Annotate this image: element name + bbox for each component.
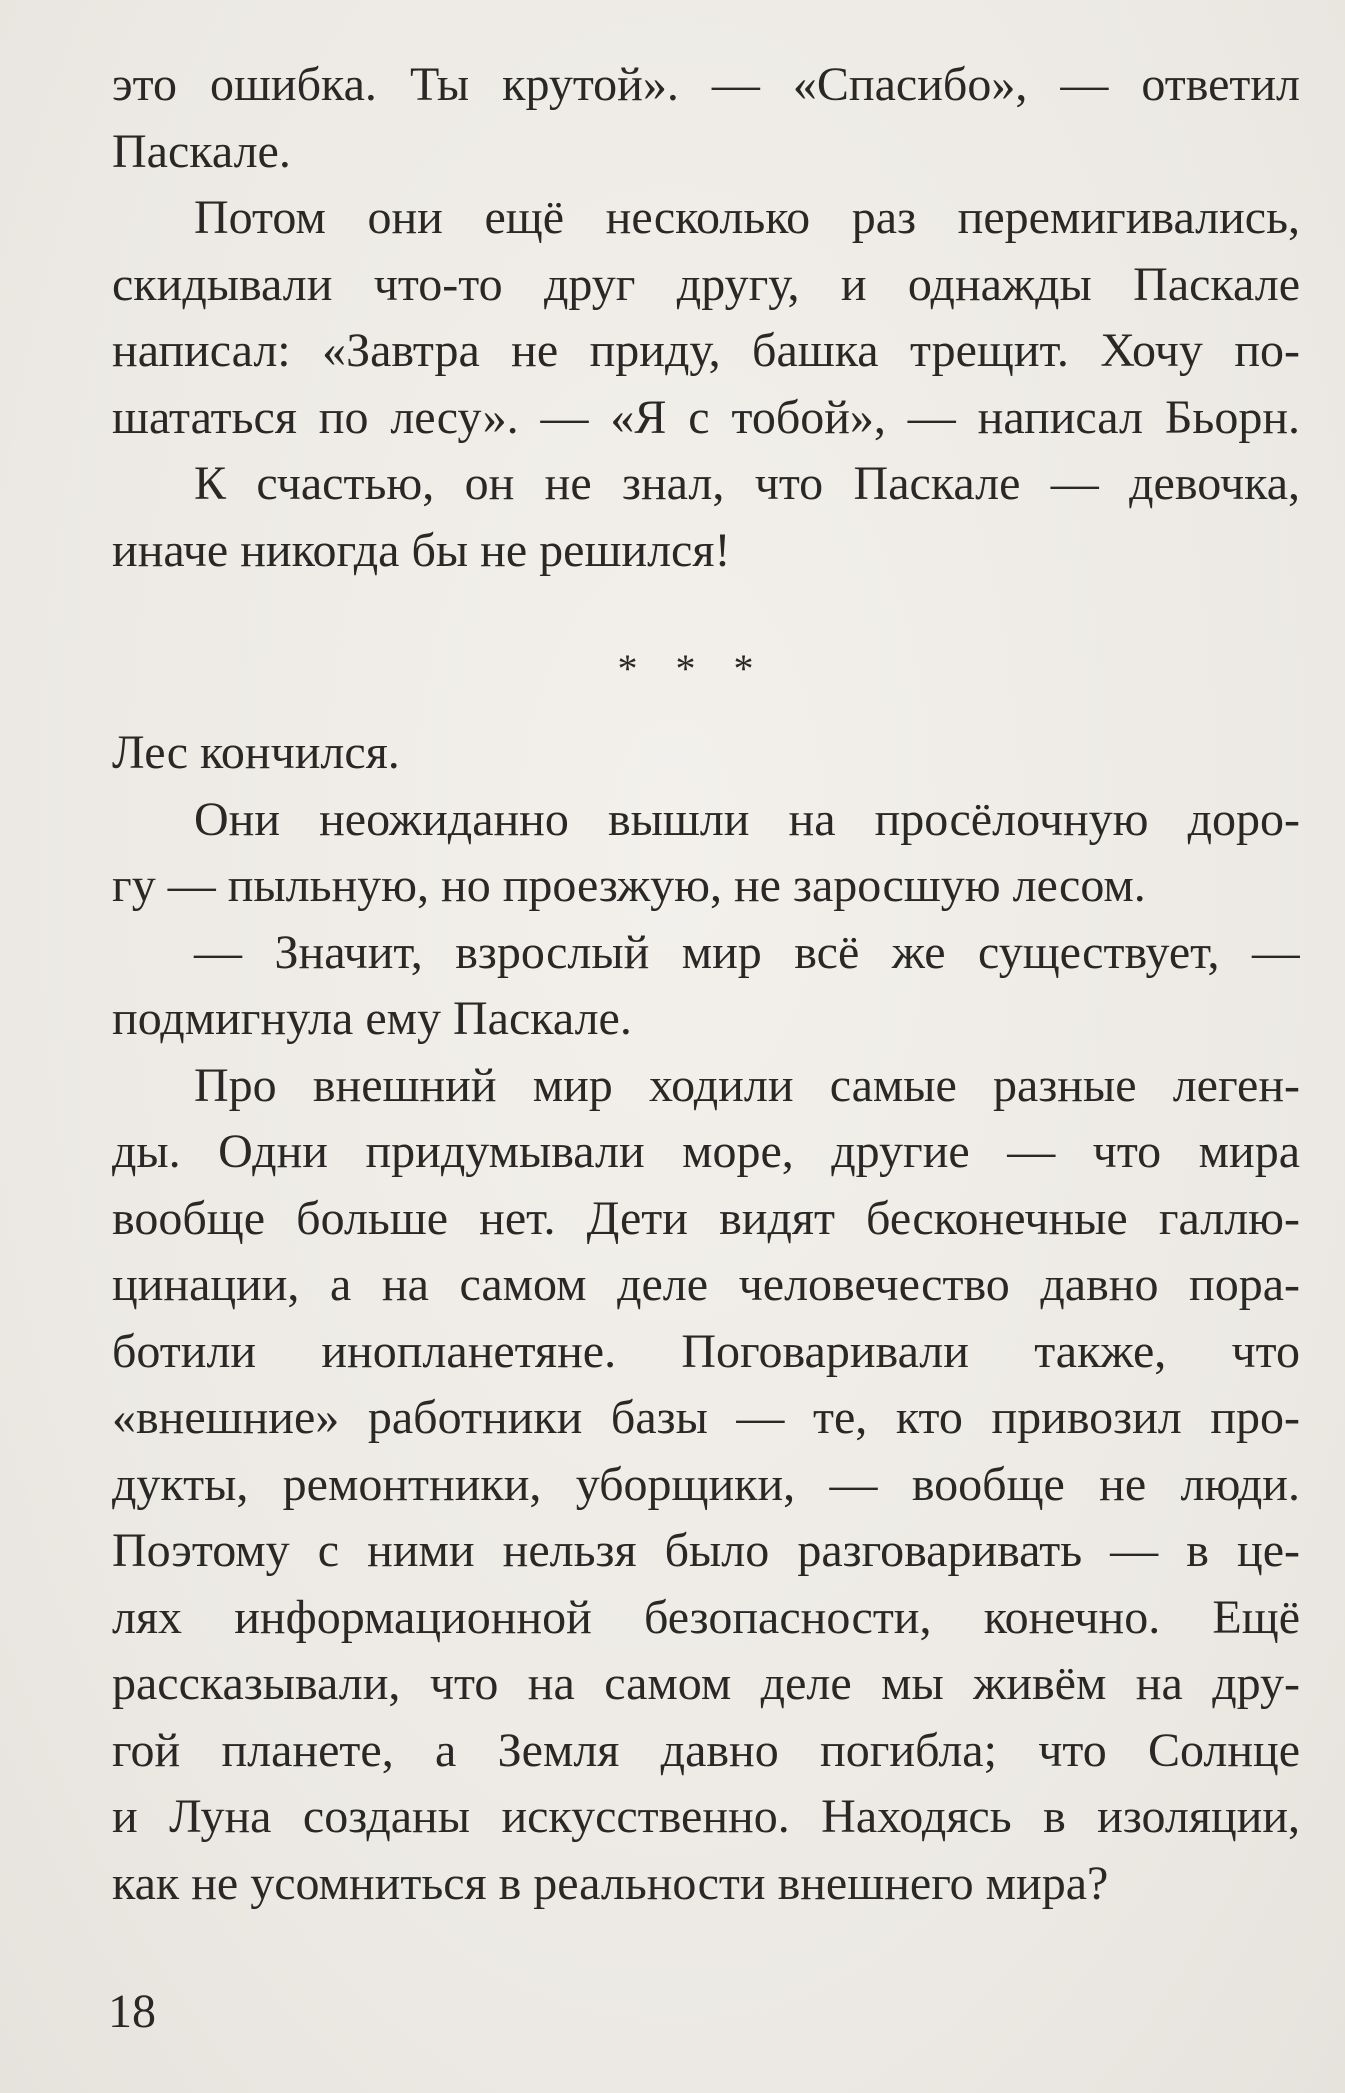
text-line: «внешние» работники базы — те, кто привозил про- <box>112 1391 1300 1444</box>
text-line: Поэтому с ними нельзя было разговаривать — в це- <box>112 1524 1300 1577</box>
text-line: написал: «Завтра не приду, башка трещит. Хочу по- <box>112 324 1300 377</box>
text-line: шататься по лесу». — «Я с тобой», — написал Бьорн. <box>112 390 1300 444</box>
text-line: скидывали что-то друг другу, и однажды Паскале <box>112 257 1300 311</box>
text-line: подмигнула ему Паскале. <box>112 992 632 1045</box>
page-number: 18 <box>108 1985 156 2038</box>
text-line: цинации, а на самом деле человечество давно пора- <box>112 1258 1300 1311</box>
text-line: это ошибка. Ты крутой». — «Спасибо», — ответил <box>112 58 1300 111</box>
text-line: Они неожиданно вышли на просёлочную доро- <box>194 792 1300 846</box>
text-line: ды. Одни придумывали море, другие — что мира <box>112 1125 1300 1178</box>
text-line: ботили инопланетяне. Поговаривали также, что <box>112 1324 1300 1378</box>
text-line: вообще больше нет. Дети видят бесконечные галлю- <box>112 1191 1300 1245</box>
text-line: К счастью, он не знал, что Паскале — девочка, <box>194 457 1300 510</box>
text-block-top <box>112 52 1300 584</box>
text-line: Паскале. <box>112 124 291 178</box>
text-line: гой планете, а Земля давно погибла; что Солнце <box>112 1723 1300 1777</box>
text-line: рассказывали, что на самом деле мы живём на дру- <box>112 1657 1300 1710</box>
section-separator: * * * <box>617 646 768 691</box>
text-line: как не усомниться в реальности внешнего мира? <box>112 1856 1109 1910</box>
text-line: Лес кончился. <box>112 726 400 779</box>
text-line: гу — пыльную, но проезжую, не заросшую лесом. <box>112 859 1146 912</box>
text-line: и Луна созданы искусственно. Находясь в изоляции, <box>112 1790 1300 1843</box>
text-line: Про внешний мир ходили самые разные леген- <box>194 1058 1300 1112</box>
text-line: Потом они ещё несколько раз перемигивались, <box>194 191 1300 244</box>
text-block-main <box>112 720 1300 1917</box>
text-line: дукты, ремонтники, уборщики, — вообще не люди. <box>112 1457 1300 1511</box>
text-line: — Значит, взрослый мир всё же существует, — <box>194 925 1300 979</box>
text-line: лях информационной безопасности, конечно. Ещё <box>112 1590 1300 1644</box>
text-line: иначе никогда бы не решился! <box>112 523 731 577</box>
